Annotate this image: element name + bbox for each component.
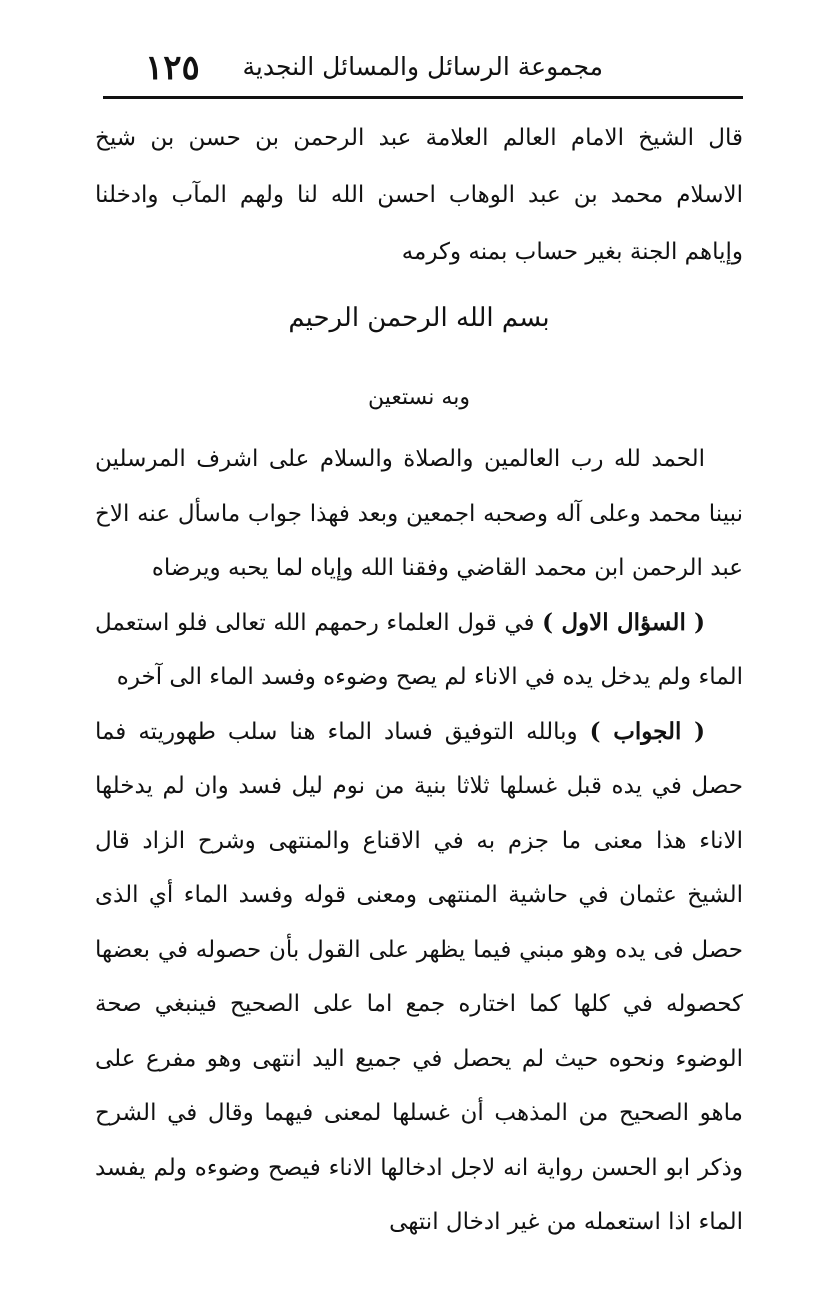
- page-number: ١٢٥: [145, 48, 200, 88]
- paragraph-answer: [95, 705, 743, 1250]
- basmala: بسم الله الرحمن الرحيم: [288, 303, 550, 333]
- subtitle: وبه نستعين: [368, 385, 470, 410]
- paragraph-text: وبالله التوفيق فساد الماء هنا سلب طهوريته فما حصل في يده قبل غسلها ثلاثا بنية من نوم ليل فسد وان لم يدخلها الاناء هذا معنى ما جزم به في الاقناع والمنتهى وشرح الزاد قال الشيخ عثمان في حاشية المنتهى ومعنى قوله وفسد الماء أي الذى حصل فى يده وهو مبني فيما يظهر على القول بأن حصوله في بعضها كحصوله في كلها كما اختاره جمع اما على الصحيح فينبغي صحة الوضوء ونحوه حيث لم يحصل في جميع اليد انتهى وهو مفرع على ماهو الصحيح من المذهب أن غسلها لمعنى فيهما وقال في الشرح وذكر ابو الحسن رواية انه لاجل ادخالها الاناء فيصح وضوءه ولم يفسد الماء اذا استعمله من غير ادخال انتهى: [95, 718, 743, 1235]
- answer-label: ( الجواب ): [589, 717, 706, 745]
- paragraph-text: في قول العلماء رحمهم الله تعالى فلو استعمل الماء ولم يدخل يده في الاناء لم يصح وضوءه وفسد الماء الى آخره: [95, 609, 743, 690]
- question-label: ( السؤال الاول ): [542, 608, 705, 636]
- page-header: [103, 40, 743, 96]
- running-title: مجموعة الرسائل والمسائل النجدية: [242, 52, 603, 81]
- header-rule: [103, 96, 743, 99]
- paragraph-text: الحمد لله رب العالمين والصلاة والسلام على اشرف المرسلين نبينا محمد وعلى آله وصحبه اجمعين وبعد فهذا جواب ماسأل عنه الاخ عبد الرحمن ابن محمد القاضي وفقنا الله وإياه لما يحبه ويرضاه: [95, 446, 743, 581]
- intro-paragraph: [95, 110, 743, 281]
- intro-text: قال الشيخ الامام العالم العلامة عبد الرحمن بن حسن بن شيخ الاسلام محمد بن عبد الوهاب احسن الله لنا ولهم المآب وادخلنا وإياهم الجنة بغير حساب بمنه وكرمه: [95, 125, 743, 265]
- body-text: [95, 432, 743, 1250]
- paragraph-praise: [95, 432, 743, 596]
- paragraph-question: [95, 596, 743, 705]
